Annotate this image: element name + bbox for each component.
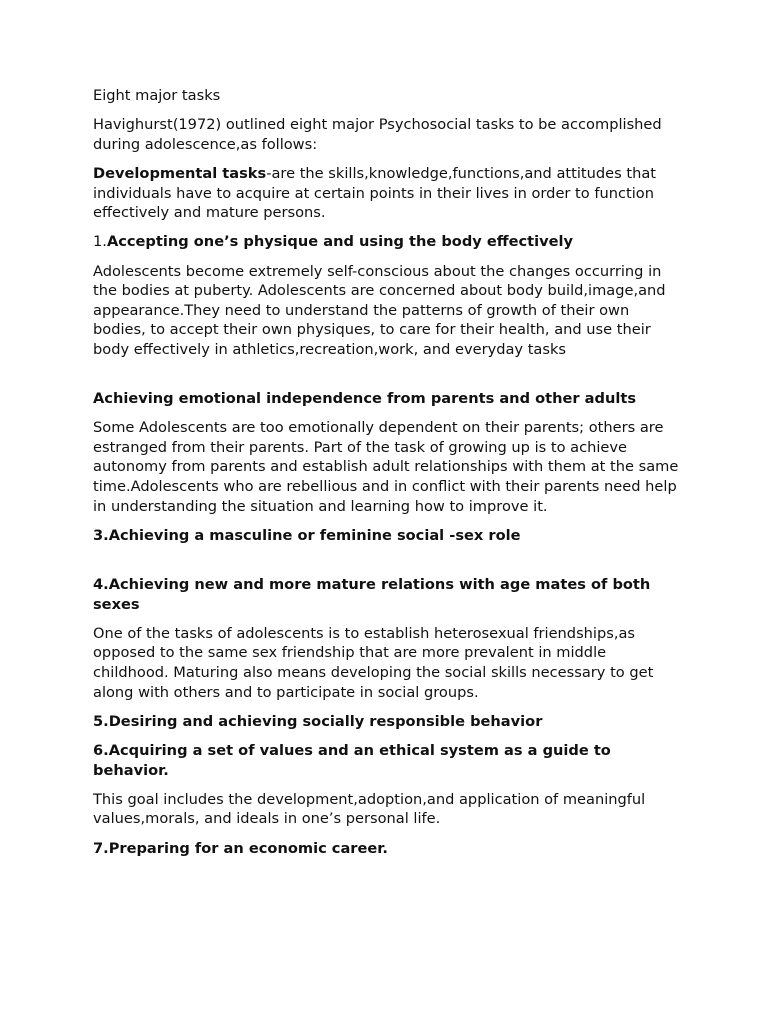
task-4-body: One of the tasks of adolescents is to establish heterosexual friendships,as opposed to the same sex friendship that are more prevalent in middle childhood. Maturing also means developing the social skills necessary to get along with others and to participate in social groups. xyxy=(93,624,654,701)
definition-paragraph xyxy=(93,164,683,223)
spacer xyxy=(93,369,683,389)
spacer xyxy=(93,555,683,575)
task-3-heading: 3.Achieving a masculine or feminine social -sex role xyxy=(93,526,521,544)
task-7-heading: 7.Preparing for an economic career. xyxy=(93,839,388,857)
intro-paragraph: Havighurst(1972) outlined eight major Psychosocial tasks to be accomplished during adolescence,as follows: xyxy=(93,116,662,153)
document-page xyxy=(93,86,683,868)
definition-term: Developmental tasks xyxy=(93,164,267,182)
task-2-heading: Achieving emotional independence from parents and other adults xyxy=(93,390,637,408)
document-title: Eight major tasks xyxy=(93,87,221,104)
task-5-heading: 5.Desiring and achieving socially responsible behavior xyxy=(93,712,543,730)
task-1-heading xyxy=(93,232,683,252)
task-1-heading-text: Accepting one’s physique and using the body effectively xyxy=(106,233,574,251)
task-1-body: Adolescents become extremely self-conscious about the changes occurring in the bodies at puberty. Adolescents are concerned about body build,image,and appearance.They need to understand the patterns of growth of their own bodies, to accept their own physiques, to care for their health, and use their body effectively in athletics,recreation,work, and everyday tasks xyxy=(93,262,666,358)
definition-text: -are the skills,knowledge,functions,and attitudes that individuals have to acquire at certain points in their lives in order to function effectively and mature persons. xyxy=(93,164,656,222)
task-4-heading: 4.Achieving new and more mature relations with age mates of both sexes xyxy=(93,576,651,613)
task-6-heading: 6.Acquiring a set of values and an ethical system as a guide to behavior. xyxy=(93,741,611,779)
task-2-body: Some Adolescents are too emotionally dependent on their parents; others are estranged from their parents. Part of the task of growing up is to achieve autonomy from parents and establish adult relationships with them at the same time.Adolescents who are rebellious and in conflict with their parents need help in understanding the situation and learning how to improve it. xyxy=(93,419,679,515)
task-6-body: This goal includes the development,adoption,and application of meaningful values,morals, and ideals in one’s personal life. xyxy=(93,790,646,828)
task-1-number: 1. xyxy=(93,233,107,251)
